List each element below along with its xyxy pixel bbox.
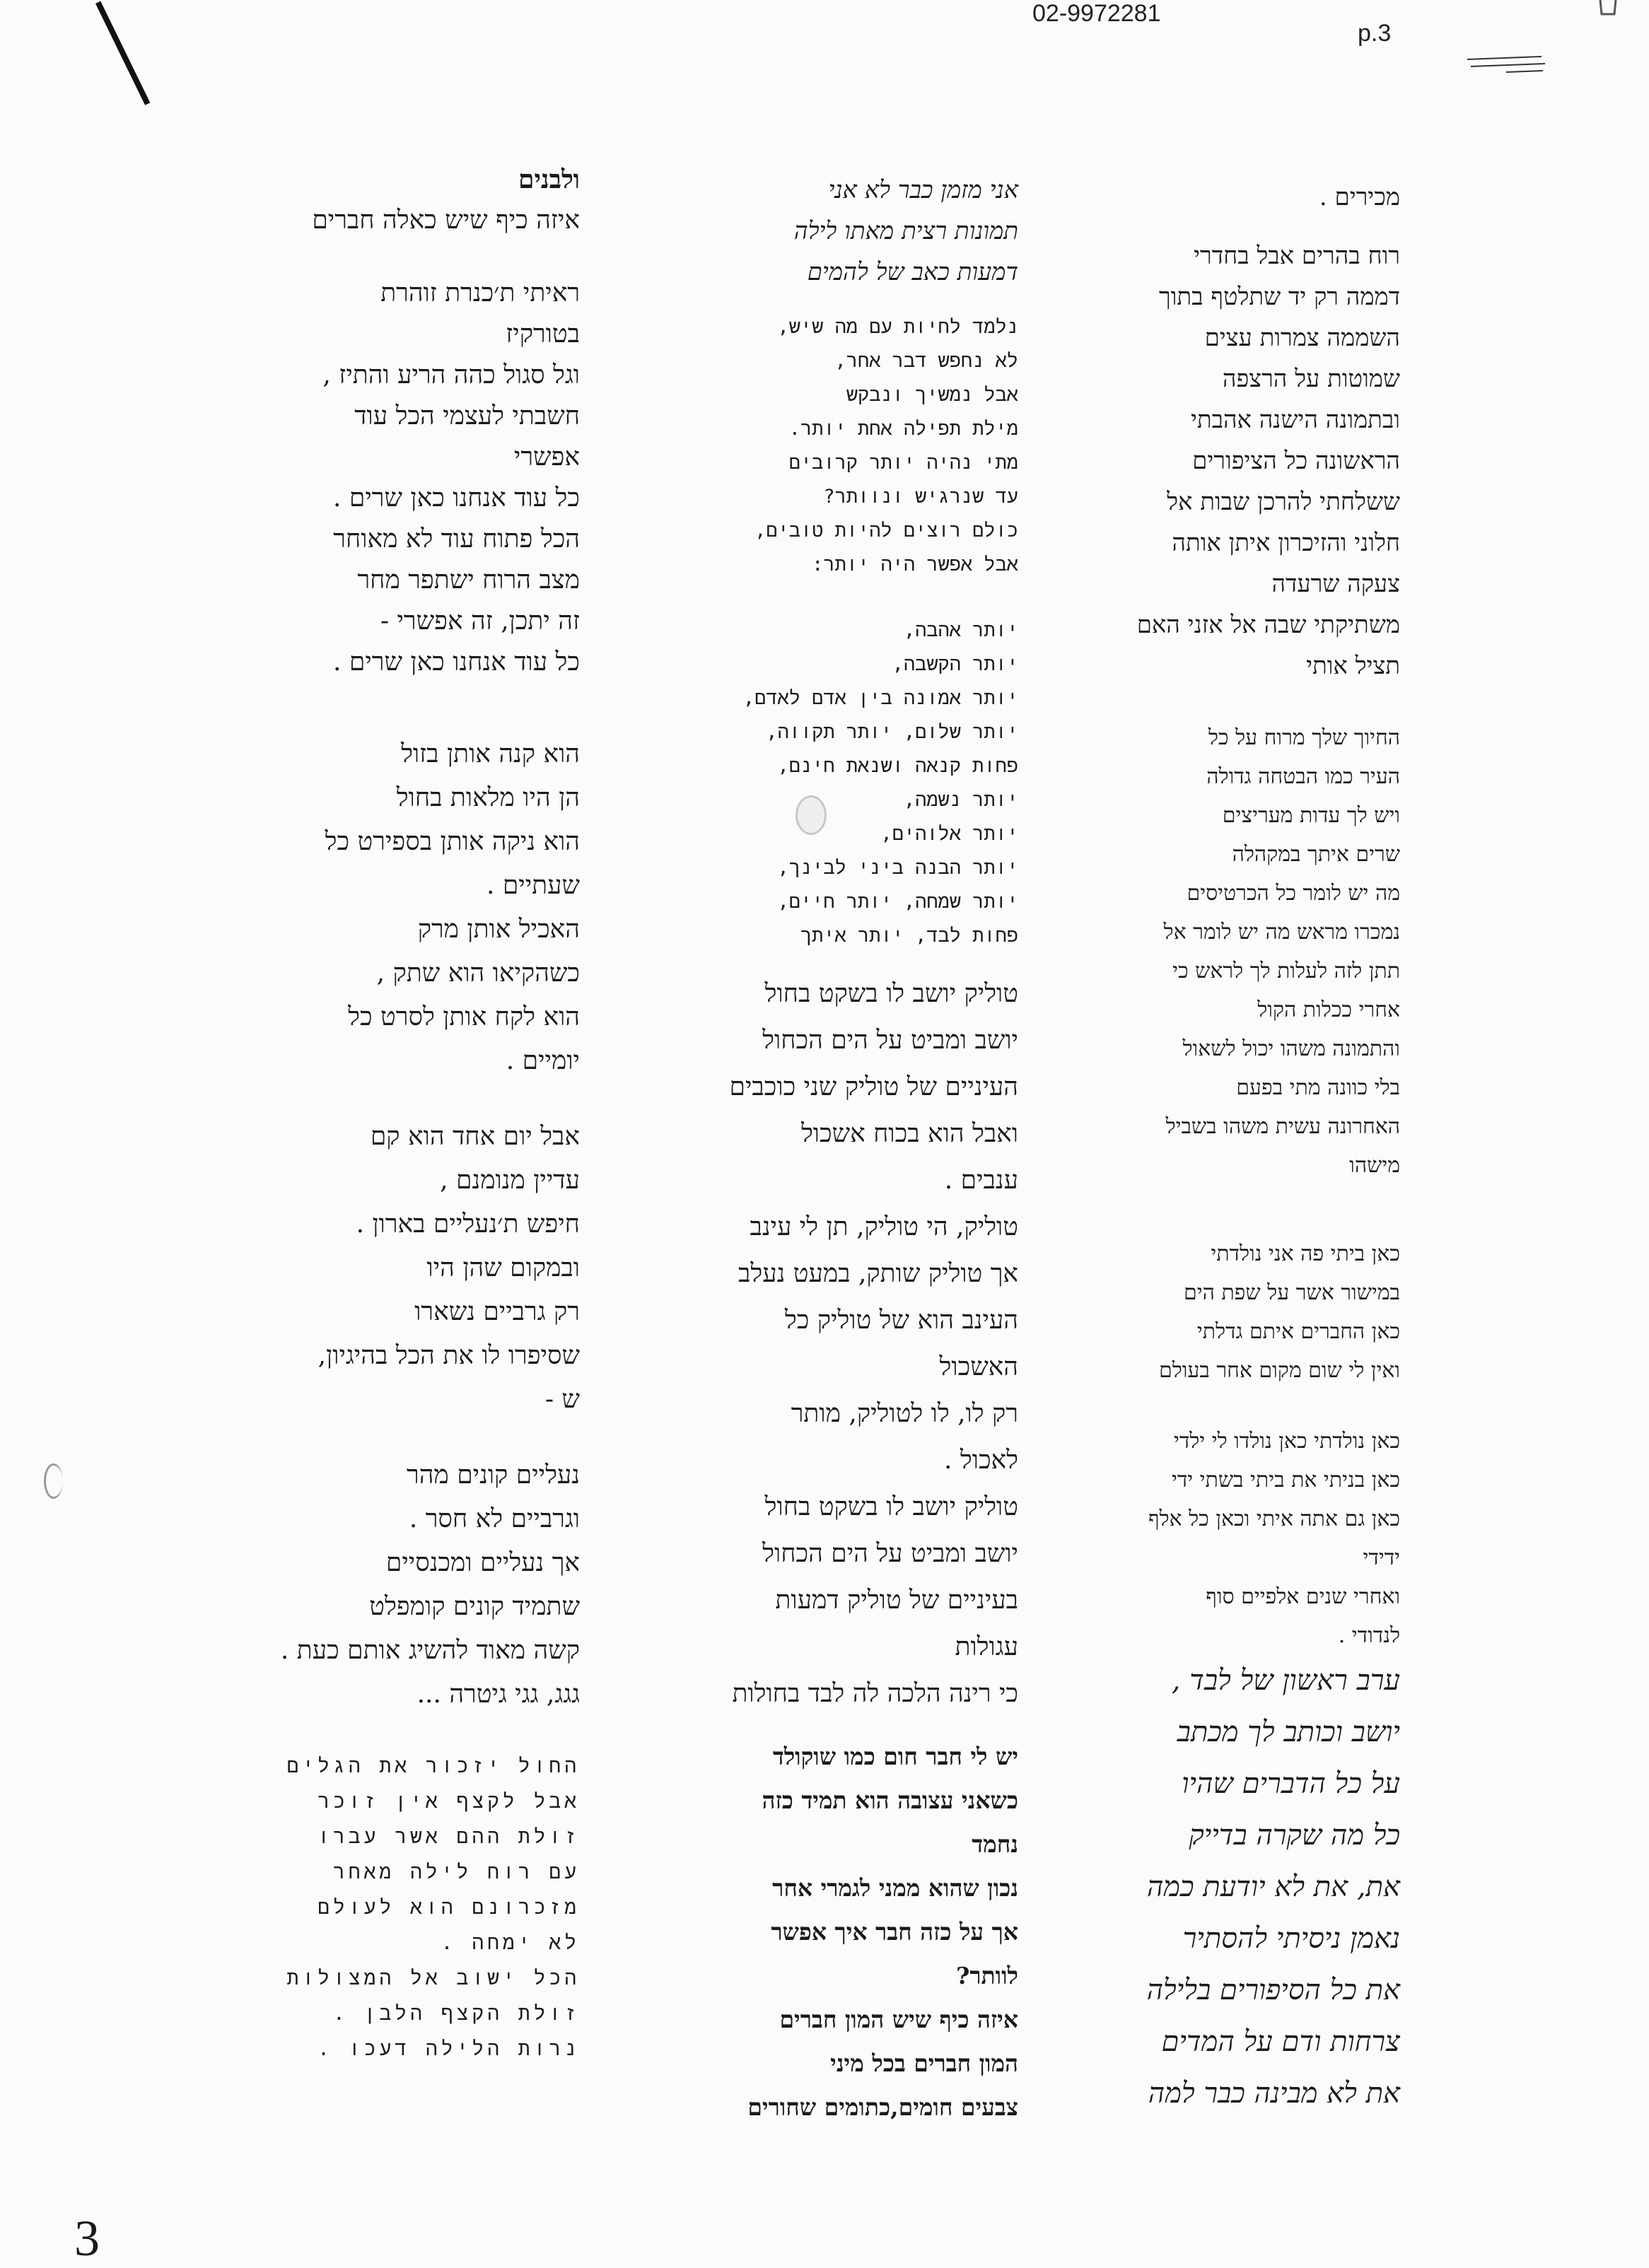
poem-line: צעקה שרעדה	[1271, 570, 1400, 598]
poem-line: ובמקום שהן היו	[426, 1253, 580, 1282]
poem-line: יושב ומביט על הים הכחול	[762, 1026, 1018, 1055]
poem-line: יותר אלוהים,	[880, 823, 1018, 845]
poem-line: העיר כמו הבטחה גדולה	[1206, 764, 1400, 789]
poem-line: מישהו	[1349, 1153, 1400, 1178]
poem-line: העיניים של טוליק שני כוכבים	[729, 1072, 1018, 1101]
poem-line: זה יתכן, זה אפשרי -	[380, 607, 580, 636]
poem-line: החול יזכור את הגלים	[286, 1754, 580, 1777]
poem-line: רק גרביים נשארו	[414, 1297, 580, 1326]
poem-line: נלמד לחיות עם מה שיש,	[777, 316, 1018, 338]
poem-line: פחות קנאה ושנאת חינם,	[777, 755, 1018, 777]
poem-line: יותר שמחה, יותר חיים,	[777, 891, 1018, 913]
poem-line: בטורקיז	[506, 320, 580, 349]
poem-stanza	[247, 1115, 580, 1422]
poem-line: כאן גם אתה איתי וכאן כל אלף	[1148, 1507, 1400, 1531]
poem-line: אבל אפשר היה יותר:	[812, 554, 1018, 575]
poem-stanza	[247, 1748, 580, 2067]
poem-line: ולבנים	[518, 165, 580, 194]
poem-line: כל עוד אנחנו כאן שרים .	[333, 648, 580, 677]
poem-line: הן היו מלאות בחול	[396, 783, 580, 812]
poem-line: הוא לקח אותן לסרט כל	[348, 1003, 580, 1031]
poem-line: צרחות ודם על המדים	[1161, 2026, 1400, 2058]
poem-line: בלי כוונה מתי בפעם	[1236, 1075, 1400, 1100]
poem-line: טוליק יושב לו בשקט בחול	[764, 1492, 1018, 1521]
poem-line: פחות לבד, יותר איתך	[800, 925, 1018, 947]
poem-line: נכון שהוא ממני לגמרי אחר	[772, 1874, 1018, 1902]
poem-line: האחרונה עשית משהו בשביל	[1165, 1114, 1400, 1139]
poem-stanza	[665, 1484, 1018, 1717]
poem-stanza	[665, 971, 1018, 1484]
fax-number: 02-9972281	[1032, 0, 1161, 27]
poem-title: מכירים .	[1319, 183, 1400, 211]
poem-stanza	[665, 614, 1018, 953]
poem-line: אך נעליים ומכנסיים	[385, 1548, 580, 1577]
poem-line: נמכרו מראש מה יש לומר אל	[1163, 920, 1400, 945]
poem-line: רוח בהרים אבל בחדרי	[1194, 242, 1400, 270]
poem-line: אבל יום אחד הוא קם	[370, 1122, 580, 1151]
poem-line: תתן לזה לעלות לך לראש כי	[1172, 959, 1400, 983]
poem-line: נאמן ניסיתי להסתיר	[1182, 1922, 1400, 1955]
poem-line: שמוטות על הרצפה	[1222, 365, 1400, 393]
poem-line: ראיתי ת׳כנרת זוהרת	[380, 279, 580, 308]
poem-line: עדיין מנומנם ,	[440, 1166, 580, 1195]
poem-line: את כל הסיפורים בלילה	[1146, 1974, 1400, 2006]
poem-line: ענבים .	[944, 1166, 1018, 1195]
poem-line: כולם רוצים להיות טובים,	[754, 520, 1018, 542]
poem-line: שסיפרו לו את הכל בהיגיון,	[317, 1341, 580, 1370]
poem-line: יותר אמונה בין אדם לאדם,	[742, 687, 1018, 709]
poem-line: משתיקתי שבה אל אזני האם	[1136, 611, 1400, 639]
poem-stanza-handwritten	[665, 170, 1018, 293]
poem-stanza	[665, 1735, 1018, 2129]
poem-line: עגולות	[955, 1632, 1018, 1661]
poem-line: ואבל הוא בכוח אשכול	[800, 1119, 1018, 1148]
poem-line: מזכרונם הוא לעולם	[317, 1895, 580, 1919]
poem-line: מתי נהיה יותר קרובים	[788, 452, 1018, 474]
poem-stanza	[665, 310, 1018, 582]
poem-stanza	[247, 732, 580, 1083]
poem-line: מצב הרוח ישתפר מחר	[357, 566, 580, 595]
poem-line: כאן נולדתי כאן נולדו לי ילדי	[1173, 1429, 1400, 1454]
poem-line: לאכול .	[944, 1446, 1018, 1475]
poem-stanza	[1061, 1234, 1400, 1390]
poem-line: טוליק יושב לו בשקט בחול	[764, 979, 1018, 1008]
poem-line: חשבתי לעצמי הכל עוד	[354, 402, 580, 431]
poem-line: האכיל אותן מרק	[417, 915, 580, 944]
pen-slash-mark	[95, 1, 150, 105]
poem-line: מילת תפילה אחת יותר.	[788, 418, 1018, 440]
poem-line: זולת ההם אשר עברו	[317, 1825, 580, 1848]
poem-line: יומיים .	[506, 1046, 580, 1075]
poem-line: אפשרי	[513, 443, 580, 472]
poem-line: גגג, גגי גיטרה ...	[416, 1680, 580, 1709]
poem-line: יושב ומביט על הים הכחול	[762, 1539, 1018, 1568]
poem-line: כשהקיאו הוא שתק ,	[376, 959, 580, 988]
poem-line: ש -	[544, 1385, 580, 1414]
poem-line: יותר שלום, יותר תקווה,	[766, 721, 1018, 743]
poem-line: דממה רק יד שתלטף בתוך	[1159, 283, 1400, 311]
poem-line: תמונות רצית מאתו לילה	[793, 217, 1018, 245]
poem-line: רק לו, לו לטוליק, מותר	[791, 1399, 1018, 1428]
poem-line: ידידי	[1363, 1545, 1400, 1570]
poem-line: אני מזמן כבר לא אני	[828, 176, 1018, 204]
right-poem-column	[1061, 177, 1400, 2120]
poem-stanza	[1061, 235, 1400, 686]
poem-line: הוא קנה אותן בזול	[401, 740, 580, 768]
poem-line: יש לי חבר חום כמו שוקולד	[772, 1743, 1018, 1770]
page-label: p.3	[1358, 20, 1392, 47]
poem-line: על כל הדברים שהיו	[1182, 1767, 1400, 1800]
poem-stanza	[1061, 1422, 1400, 1655]
poem-line: כשאני עצובה הוא תמיד כזה	[762, 1787, 1018, 1814]
poem-line: בעיניים של טוליק דמעות	[775, 1586, 1018, 1615]
poem-line: ואין לי שום מקום אחר בעולם	[1158, 1358, 1400, 1383]
poem-line: הוא ניקה אותן בספירט כל	[325, 827, 580, 856]
poem-line: כאן בניתי את ביתי בשתי ידי	[1171, 1468, 1400, 1492]
poem-line: נרות הלילה דעכו .	[317, 2037, 580, 2060]
poem-line: כאן ביתי פה אני נולדתי	[1211, 1241, 1400, 1266]
poem-line: עם רוח לילה מאחר	[332, 1860, 580, 1883]
poem-line: במישור אשר על שפת הים	[1184, 1280, 1400, 1305]
poem-line: יותר נשמה,	[903, 789, 1018, 811]
poem-line: לנדודי .	[1338, 1623, 1400, 1648]
corner-mark-icon	[1595, 0, 1619, 21]
poem-stanza	[247, 273, 580, 683]
handwritten-page-number: 3	[74, 2210, 100, 2267]
poem-line: תציל אותי	[1306, 652, 1400, 680]
poem-line: דמעות כאב של להמים	[807, 258, 1018, 286]
poem-line: יותר הקשבה,	[892, 653, 1018, 675]
poem-line: את, את לא יודעת כמה	[1146, 1871, 1400, 1903]
poem-line: לא נחפש דבר אחר,	[834, 350, 1018, 372]
poem-line: אבל לקצף אין זוכר	[317, 1789, 580, 1813]
poem-line: ובתמונה הישנה אהבתי	[1190, 406, 1400, 434]
poem-stanza	[247, 159, 580, 241]
poem-line: קשה מאוד להשיג אותם כעת .	[280, 1636, 580, 1665]
poem-line: לוותר?	[956, 1962, 1018, 1989]
poem-line: יותר הבנה ביני לבינך,	[777, 857, 1018, 879]
poem-line: כל עוד אנחנו כאן שרים .	[333, 484, 580, 513]
poem-line: העינב הוא של טוליק כל	[784, 1306, 1018, 1335]
poem-line: אך על כזה חבר איך אפשר	[771, 1918, 1018, 1946]
poem-line: צבעים חומים,כתומים שחורים	[747, 2093, 1018, 2121]
poem-stanza-handwritten	[1061, 1655, 1400, 2120]
poem-line: כאן החברים איתם גדלתי	[1196, 1319, 1400, 1344]
poem-line: הכל ישוב אל המצולות	[286, 1966, 580, 1989]
poem-line: השממה צמרות עצים	[1204, 324, 1400, 352]
poem-line: שעתיים .	[486, 871, 580, 900]
poem-line: והתמונה משהו יכול לשאול	[1182, 1036, 1400, 1061]
poem-line: נחמד	[972, 1830, 1018, 1858]
poem-stanza	[1061, 718, 1400, 1185]
poem-line: אבל נמשיך ונבקש	[846, 384, 1018, 406]
middle-poem-column	[665, 170, 1018, 2129]
poem-line: האשכול	[939, 1352, 1018, 1381]
poem-line: אחרי ככלות הקול	[1257, 998, 1400, 1022]
poem-line: הכל פתוח עוד לא מאוחר	[333, 525, 580, 554]
poem-line: ששלחתי להרכן שבות אל	[1167, 488, 1400, 516]
poem-line: יותר אהבה,	[903, 619, 1018, 641]
poem-line: ויש לך עדות מעריצים	[1222, 803, 1400, 828]
poem-line: שרים איתך במקהלה	[1232, 842, 1400, 867]
left-poem-column	[247, 159, 580, 2067]
poem-line: את לא מבינה כבר למה	[1148, 2077, 1400, 2110]
poem-line: איזה כיף שיש המון חברים	[779, 2006, 1018, 2033]
handwritten-scribble-icon	[1464, 51, 1549, 79]
poem-line: יושב וכותב לך מכתב	[1177, 1716, 1400, 1748]
poem-line: טוליק, הי טוליק, תן לי עינב	[750, 1212, 1018, 1241]
poem-line: איזה כיף שיש כאלה חברים	[312, 206, 580, 235]
poem-line: ואחרי שנים אלפיים סוף	[1206, 1584, 1400, 1609]
poem-line: זולת הקצף הלבן .	[332, 2001, 580, 2025]
poem-line: כל מה שקרה בדייק	[1189, 1819, 1400, 1852]
poem-line: שתמיד קונים קומפלט	[369, 1592, 580, 1621]
poem-line: כי רינה הלכה לה לבד בחולות	[732, 1679, 1018, 1708]
poem-line: וגרביים לא חסר .	[409, 1504, 580, 1533]
poem-line: החיוך שלך מרוח על כל	[1208, 725, 1400, 750]
poem-line: אך טוליק שותק, במעט נעלב	[738, 1259, 1018, 1288]
punch-hole-edge	[44, 1463, 63, 1499]
poem-line: מה יש לומר כל הכרטיסים	[1187, 881, 1400, 906]
poem-line: עד שנרגיש ונוותר?	[823, 486, 1018, 508]
poem-line: חלוני והזיכרון איתן אותה	[1172, 529, 1400, 557]
poem-line: הראשונה כל הציפורים	[1192, 447, 1400, 475]
poem-line: ערב ראשון של לבד ,	[1171, 1664, 1400, 1697]
poem-line: המון חברים בכל מיני	[830, 2050, 1018, 2077]
poem-line: חיפש ת׳נעליים בארון .	[356, 1210, 580, 1239]
poem-line: וגל סגול כהה הריע והתיז ,	[322, 361, 580, 390]
poem-line: לא ימחה .	[441, 1931, 580, 1954]
poem-line: נעליים קונים מהר	[407, 1461, 580, 1490]
poem-stanza	[247, 1454, 580, 1717]
